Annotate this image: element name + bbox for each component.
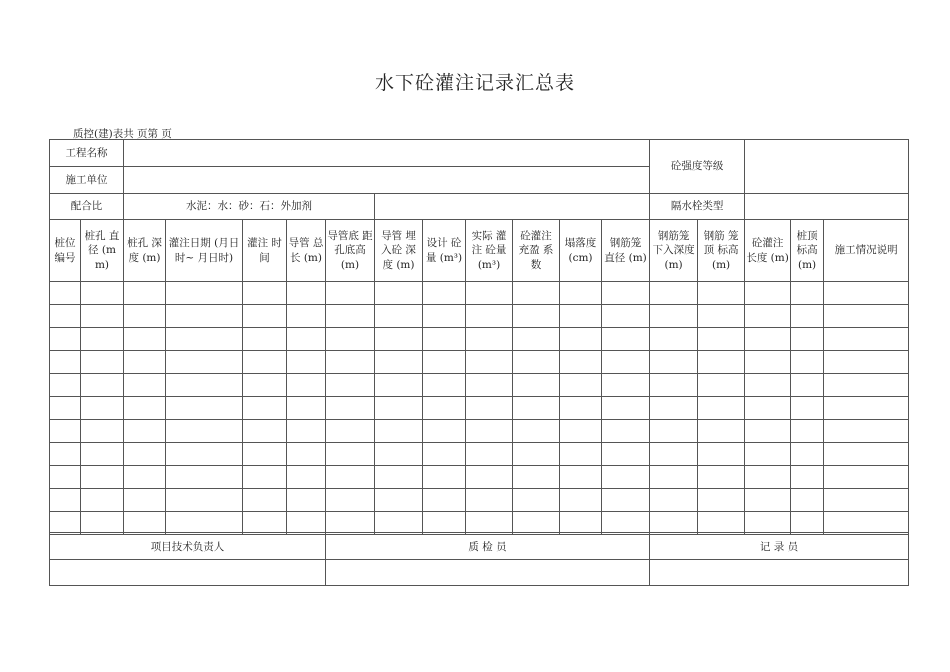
column-header-18: 施工情况说明 — [824, 220, 909, 282]
table-cell[interactable] — [650, 466, 698, 489]
table-cell[interactable] — [50, 374, 81, 397]
table-cell[interactable] — [50, 351, 81, 374]
column-header-11: 砼灌注 充盈 系数 — [513, 220, 560, 282]
table-cell[interactable] — [81, 305, 124, 328]
table-cell[interactable] — [287, 351, 326, 374]
table-row — [50, 489, 909, 512]
table-cell[interactable] — [287, 443, 326, 466]
table-cell[interactable] — [745, 397, 791, 420]
table-cell[interactable] — [745, 443, 791, 466]
table-cell[interactable] — [698, 420, 745, 443]
table-cell[interactable] — [791, 351, 824, 374]
table-cell[interactable] — [602, 397, 650, 420]
table-cell[interactable] — [560, 443, 602, 466]
table-cell[interactable] — [824, 305, 909, 328]
column-header-1: 桩位编号 — [50, 220, 81, 282]
table-cell[interactable] — [81, 282, 124, 305]
isolation-type-label: 隔水栓类型 — [650, 194, 745, 220]
table-cell[interactable] — [466, 328, 513, 351]
strength-grade-label: 砼强度等级 — [650, 140, 745, 194]
table-cell[interactable] — [745, 351, 791, 374]
column-header-9: 设计 砼量 (m³) — [423, 220, 466, 282]
table-cell[interactable] — [560, 351, 602, 374]
table-cell[interactable] — [423, 351, 466, 374]
table-cell[interactable] — [745, 374, 791, 397]
table-cell[interactable] — [513, 466, 560, 489]
mix-ratio-field[interactable]: 水泥：水：砂：石：外加剂 — [124, 194, 375, 220]
table-cell[interactable] — [513, 397, 560, 420]
table-cell[interactable] — [791, 305, 824, 328]
table-cell[interactable] — [513, 374, 560, 397]
table-cell[interactable] — [650, 305, 698, 328]
table-cell[interactable] — [791, 374, 824, 397]
table-cell[interactable] — [602, 443, 650, 466]
table-cell[interactable] — [375, 397, 423, 420]
table-row — [50, 305, 909, 328]
table-cell[interactable] — [326, 282, 375, 305]
table-cell[interactable] — [698, 489, 745, 512]
table-cell[interactable] — [423, 443, 466, 466]
table-cell[interactable] — [326, 420, 375, 443]
table-cell[interactable] — [287, 397, 326, 420]
table-cell[interactable] — [824, 397, 909, 420]
table-cell[interactable] — [745, 466, 791, 489]
table-cell[interactable] — [375, 489, 423, 512]
table-cell[interactable] — [124, 443, 166, 466]
table-cell[interactable] — [375, 282, 423, 305]
table-row — [50, 397, 909, 420]
table-cell[interactable] — [423, 374, 466, 397]
table-cell[interactable] — [50, 397, 81, 420]
table-cell[interactable] — [513, 305, 560, 328]
table-cell[interactable] — [166, 466, 243, 489]
table-cell[interactable] — [81, 443, 124, 466]
column-header-12: 塌落度 (cm) — [560, 220, 602, 282]
table-cell[interactable] — [466, 305, 513, 328]
table-cell[interactable] — [375, 443, 423, 466]
project-tech-lead-label: 项目技术负责人 — [50, 533, 326, 560]
table-row — [50, 351, 909, 374]
table-cell[interactable] — [513, 489, 560, 512]
table-cell[interactable] — [824, 489, 909, 512]
table-cell[interactable] — [81, 466, 124, 489]
project-name-field[interactable] — [124, 140, 650, 167]
table-cell[interactable] — [602, 489, 650, 512]
table-cell[interactable] — [466, 443, 513, 466]
table-cell[interactable] — [81, 351, 124, 374]
table-cell[interactable] — [602, 328, 650, 351]
table-cell[interactable] — [513, 351, 560, 374]
table-cell[interactable] — [50, 466, 81, 489]
table-cell[interactable] — [423, 420, 466, 443]
table-cell[interactable] — [375, 305, 423, 328]
table-cell[interactable] — [698, 351, 745, 374]
table-cell[interactable] — [513, 443, 560, 466]
table-cell[interactable] — [560, 282, 602, 305]
table-cell[interactable] — [650, 374, 698, 397]
table-cell[interactable] — [698, 397, 745, 420]
table-cell[interactable] — [375, 420, 423, 443]
table-cell[interactable] — [124, 351, 166, 374]
table-cell[interactable] — [50, 328, 81, 351]
table-cell[interactable] — [124, 489, 166, 512]
table-cell[interactable] — [124, 328, 166, 351]
column-header-16: 砼灌注 长度 (m) — [745, 220, 791, 282]
isolation-type-field[interactable] — [745, 194, 909, 220]
project-tech-lead-signature[interactable] — [50, 560, 326, 586]
table-cell[interactable] — [326, 489, 375, 512]
table-cell[interactable] — [698, 282, 745, 305]
mix-ratio-label: 配合比 — [50, 194, 124, 220]
table-cell[interactable] — [698, 328, 745, 351]
table-cell[interactable] — [50, 443, 81, 466]
table-cell[interactable] — [650, 489, 698, 512]
table-cell[interactable] — [81, 374, 124, 397]
table-cell[interactable] — [466, 374, 513, 397]
table-cell[interactable] — [423, 328, 466, 351]
recorder-label: 记 录 员 — [650, 533, 909, 560]
table-cell[interactable] — [124, 420, 166, 443]
table-cell[interactable] — [166, 374, 243, 397]
table-cell[interactable] — [824, 328, 909, 351]
table-cell[interactable] — [650, 420, 698, 443]
table-cell[interactable] — [166, 420, 243, 443]
column-header-13: 钢筋笼 直径 (m) — [602, 220, 650, 282]
table-cell[interactable] — [824, 420, 909, 443]
table-row — [50, 466, 909, 489]
table-cell[interactable] — [824, 443, 909, 466]
table-cell[interactable] — [602, 466, 650, 489]
table-cell[interactable] — [287, 305, 326, 328]
table-cell[interactable] — [166, 443, 243, 466]
table-cell[interactable] — [466, 351, 513, 374]
table-cell[interactable] — [287, 328, 326, 351]
table-cell[interactable] — [326, 466, 375, 489]
quality-inspector-label: 质 检 员 — [326, 533, 650, 560]
table-cell[interactable] — [287, 420, 326, 443]
construction-unit-field[interactable] — [124, 167, 650, 194]
table-cell[interactable] — [423, 466, 466, 489]
table-cell[interactable] — [824, 282, 909, 305]
table-cell[interactable] — [166, 305, 243, 328]
table-cell[interactable] — [326, 351, 375, 374]
table-cell[interactable] — [166, 328, 243, 351]
table-cell[interactable] — [375, 328, 423, 351]
table-cell[interactable] — [698, 466, 745, 489]
table-cell[interactable] — [243, 489, 287, 512]
table-cell[interactable] — [824, 351, 909, 374]
table-cell[interactable] — [326, 443, 375, 466]
table-cell[interactable] — [243, 397, 287, 420]
table-cell[interactable] — [466, 489, 513, 512]
column-header-6: 导管 总长 (m) — [287, 220, 326, 282]
column-header-5: 灌注 时间 — [243, 220, 287, 282]
table-cell[interactable] — [423, 282, 466, 305]
table-cell[interactable] — [650, 397, 698, 420]
table-cell[interactable] — [698, 305, 745, 328]
column-header-2: 桩孔 直径 (mm) — [81, 220, 124, 282]
table-cell[interactable] — [243, 443, 287, 466]
table-cell[interactable] — [326, 374, 375, 397]
table-cell[interactable] — [824, 466, 909, 489]
table-cell[interactable] — [287, 489, 326, 512]
table-cell[interactable] — [745, 489, 791, 512]
column-header-8: 导管 埋入砼 深 度 (m) — [375, 220, 423, 282]
table-cell[interactable] — [745, 305, 791, 328]
table-cell[interactable] — [698, 374, 745, 397]
table-cell[interactable] — [81, 328, 124, 351]
table-cell[interactable] — [791, 489, 824, 512]
table-cell[interactable] — [50, 305, 81, 328]
form-code: 质控(建)表共 页第 页 — [73, 128, 172, 140]
table-cell[interactable] — [243, 466, 287, 489]
table-cell[interactable] — [287, 374, 326, 397]
table-cell[interactable] — [791, 466, 824, 489]
column-header-15: 钢筋 笼顶 标高 (m) — [698, 220, 745, 282]
table-cell[interactable] — [243, 374, 287, 397]
table-cell[interactable] — [513, 282, 560, 305]
column-header-17: 桩顶 标高 (m) — [791, 220, 824, 282]
table-cell[interactable] — [650, 282, 698, 305]
recorder-signature[interactable] — [650, 560, 909, 586]
table-cell[interactable] — [166, 489, 243, 512]
table-cell[interactable] — [50, 282, 81, 305]
table-cell[interactable] — [124, 397, 166, 420]
table-cell[interactable] — [466, 420, 513, 443]
page-title: 水下砼灌注记录汇总表 — [374, 72, 575, 94]
table-cell[interactable] — [602, 420, 650, 443]
table-cell[interactable] — [124, 305, 166, 328]
table-cell[interactable] — [698, 443, 745, 466]
table-cell[interactable] — [560, 420, 602, 443]
column-header-7: 导管底 距孔底高 (m) — [326, 220, 375, 282]
table-cell[interactable] — [560, 374, 602, 397]
quality-inspector-signature[interactable] — [326, 560, 650, 586]
table-cell[interactable] — [513, 420, 560, 443]
column-header-4: 灌注日期 (月日时~ 月日时) — [166, 220, 243, 282]
table-cell[interactable] — [166, 282, 243, 305]
table-cell[interactable] — [423, 397, 466, 420]
signature-table — [49, 532, 909, 586]
table-row — [50, 443, 909, 466]
table-cell[interactable] — [81, 489, 124, 512]
table-cell[interactable] — [560, 489, 602, 512]
table-cell[interactable] — [81, 397, 124, 420]
table-cell[interactable] — [375, 466, 423, 489]
table-cell[interactable] — [824, 374, 909, 397]
table-cell[interactable] — [287, 282, 326, 305]
column-header-3: 桩孔 深度 (m) — [124, 220, 166, 282]
table-cell[interactable] — [287, 466, 326, 489]
column-header-14: 钢筋笼 下入深度 (m) — [650, 220, 698, 282]
table-row — [50, 420, 909, 443]
table-cell[interactable] — [326, 328, 375, 351]
table-cell[interactable] — [326, 305, 375, 328]
table-cell[interactable] — [375, 374, 423, 397]
table-cell[interactable] — [466, 397, 513, 420]
table-cell[interactable] — [423, 489, 466, 512]
table-row — [50, 374, 909, 397]
table-cell[interactable] — [560, 397, 602, 420]
table-cell[interactable] — [243, 305, 287, 328]
column-header-row — [50, 220, 909, 282]
table-cell[interactable] — [326, 397, 375, 420]
table-cell[interactable] — [650, 443, 698, 466]
table-cell[interactable] — [560, 328, 602, 351]
table-cell[interactable] — [560, 305, 602, 328]
record-table — [49, 139, 909, 535]
table-cell[interactable] — [81, 420, 124, 443]
table-cell[interactable] — [650, 351, 698, 374]
table-cell[interactable] — [50, 489, 81, 512]
table-cell[interactable] — [124, 282, 166, 305]
construction-unit-label: 施工单位 — [50, 167, 124, 194]
strength-grade-field[interactable] — [745, 140, 909, 194]
table-cell[interactable] — [243, 420, 287, 443]
table-cell[interactable] — [745, 282, 791, 305]
table-row — [50, 328, 909, 351]
table-cell[interactable] — [50, 420, 81, 443]
table-cell[interactable] — [745, 328, 791, 351]
table-cell[interactable] — [243, 328, 287, 351]
table-cell[interactable] — [791, 328, 824, 351]
table-cell[interactable] — [791, 420, 824, 443]
mix-ratio-blank[interactable] — [375, 194, 650, 220]
project-name-label: 工程名称 — [50, 140, 124, 167]
table-cell[interactable] — [560, 466, 602, 489]
table-cell[interactable] — [513, 328, 560, 351]
table-cell[interactable] — [466, 466, 513, 489]
table-cell[interactable] — [791, 282, 824, 305]
table-cell[interactable] — [602, 282, 650, 305]
table-cell[interactable] — [243, 351, 287, 374]
table-cell[interactable] — [375, 351, 423, 374]
table-cell[interactable] — [124, 466, 166, 489]
table-cell[interactable] — [166, 397, 243, 420]
table-cell[interactable] — [124, 374, 166, 397]
table-cell[interactable] — [466, 282, 513, 305]
table-cell[interactable] — [602, 351, 650, 374]
table-cell[interactable] — [650, 328, 698, 351]
table-row — [50, 282, 909, 305]
table-cell[interactable] — [166, 351, 243, 374]
table-cell[interactable] — [243, 282, 287, 305]
table-cell[interactable] — [791, 397, 824, 420]
table-cell[interactable] — [423, 305, 466, 328]
table-cell[interactable] — [602, 305, 650, 328]
table-cell[interactable] — [791, 443, 824, 466]
column-header-10: 实际 灌注 砼量 (m³) — [466, 220, 513, 282]
table-cell[interactable] — [602, 374, 650, 397]
table-cell[interactable] — [745, 420, 791, 443]
